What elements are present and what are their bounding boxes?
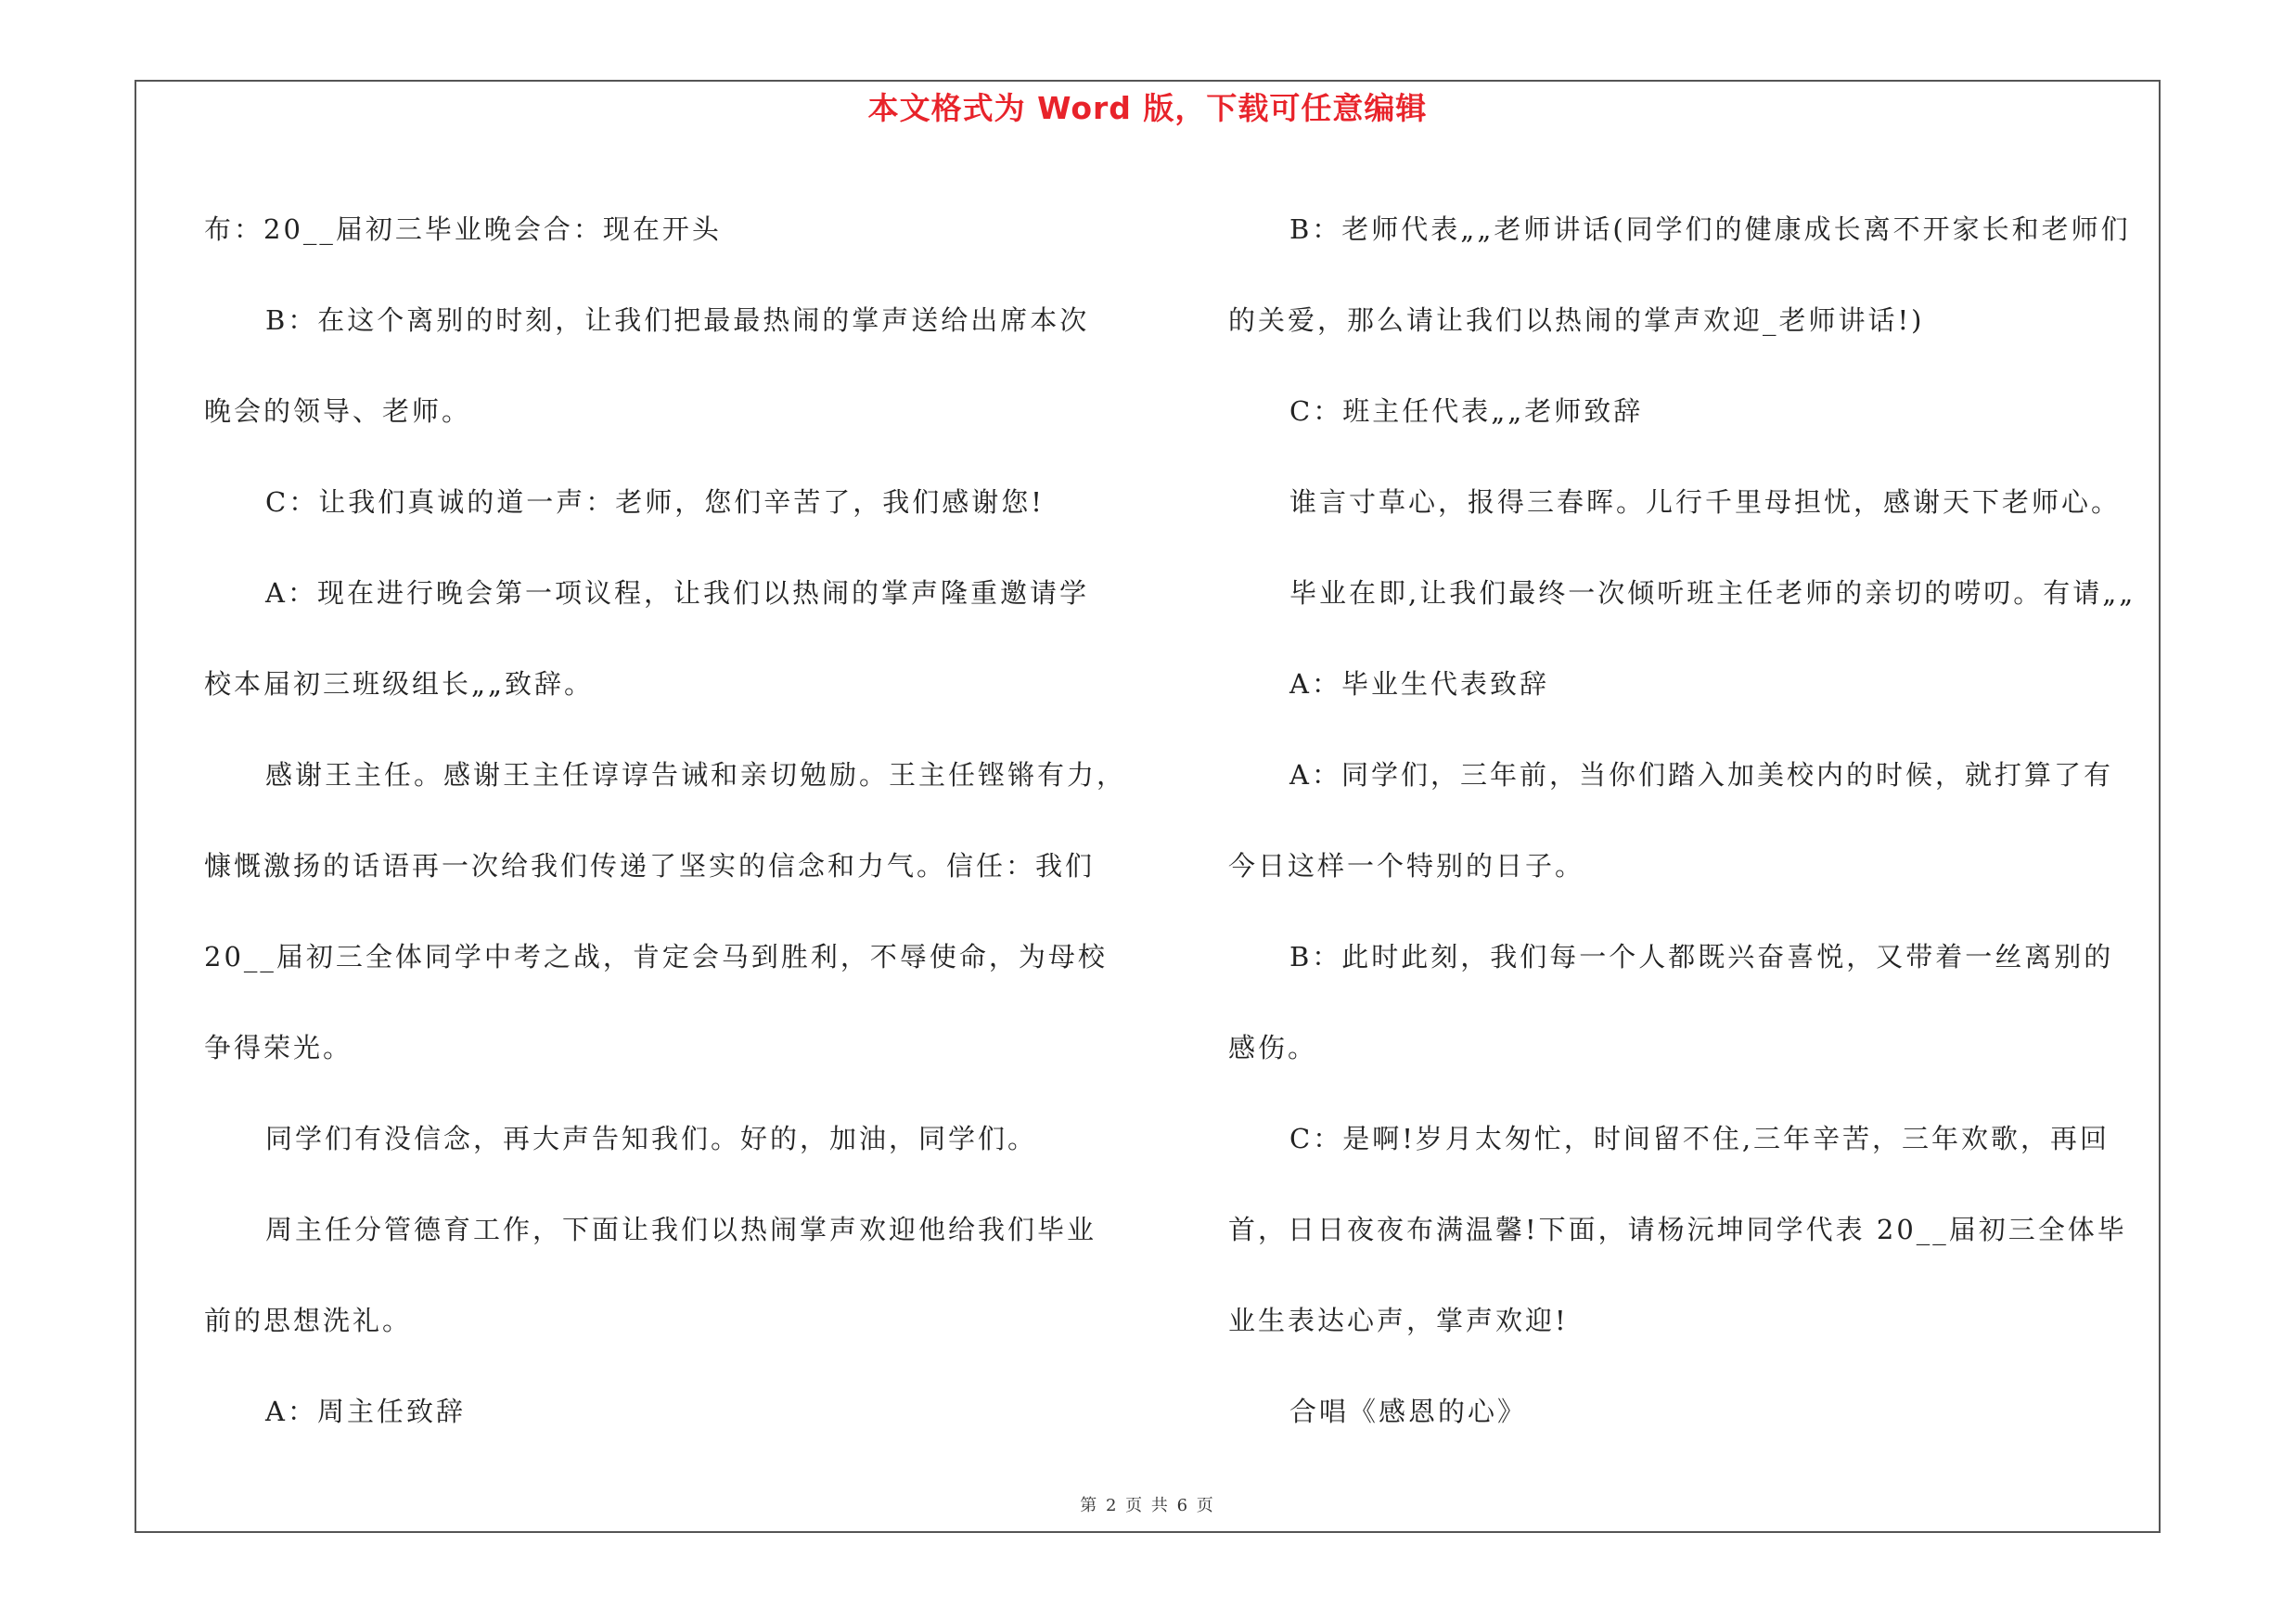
- paragraph-line: A：同学们，三年前，当你们踏入加美校内的时候，就打算了有: [1289, 759, 2113, 791]
- paragraph-line: 毕业在即,让我们最终一次倾听班主任老师的亲切的唠叨。有请„„: [1289, 577, 2136, 609]
- editable-word-banner: 本文格式为 Word 版，下载可任意编辑: [867, 90, 1428, 126]
- paragraph-line: 的关爱，那么请让我们以热闹的掌声欢迎_老师讲话!): [1228, 304, 1925, 336]
- paragraph-line: A：毕业生代表致辞: [1289, 668, 1549, 700]
- page-frame: [135, 80, 2161, 1533]
- paragraph-line: 今日这样一个特别的日子。: [1228, 850, 1585, 882]
- paragraph-line: 晚会的领导、老师。: [204, 395, 472, 427]
- paragraph-line: 同学们有没信念，再大声告知我们。好的，加油，同学们。: [265, 1123, 1038, 1154]
- paragraph-line: 校本届初三班级组长„„致辞。: [204, 668, 595, 700]
- paragraph-line: C：是啊!岁月太匆忙，时间留不住,三年辛苦，三年欢歌，再回: [1289, 1123, 2110, 1154]
- paragraph-line: B：老师代表„„老师讲话(同学们的健康成长离不开家长和老师们: [1289, 213, 2131, 245]
- paragraph-line: 争得荣光。: [204, 1032, 353, 1063]
- paragraph-line: B：在这个离别的时刻，让我们把最最热闹的掌声送给出席本次: [265, 304, 1090, 336]
- page-number-footer: 第 2 页 共 6 页: [1080, 1496, 1215, 1515]
- paragraph-line: 周主任分管德育工作，下面让我们以热闹掌声欢迎他给我们毕业: [265, 1214, 1097, 1245]
- paragraph-line: A：现在进行晚会第一项议程，让我们以热闹的掌声隆重邀请学: [265, 577, 1089, 609]
- paragraph-line: A：周主任致辞: [265, 1396, 466, 1427]
- paragraph-line: 首，日日夜夜布满温馨!下面，请杨沅坤同学代表 20__届初三全体毕: [1228, 1214, 2127, 1245]
- paragraph-line: C：班主任代表„„老师致辞: [1289, 395, 1644, 427]
- paragraph-line: 合唱《感恩的心》: [1289, 1396, 1528, 1427]
- paragraph-line: 感谢王主任。感谢王主任谆谆告诫和亲切勉励。王主任铿锵有力，: [265, 759, 1127, 791]
- left-column: [204, 184, 1132, 1457]
- paragraph-line: 20__届初三全体同学中考之战，肯定会马到胜利，不辱使命，为母校: [204, 941, 1108, 973]
- paragraph-line: 前的思想洗礼。: [204, 1305, 413, 1336]
- paragraph-line: C：让我们真诚的道一声：老师，您们辛苦了，我们感谢您!: [265, 486, 1045, 518]
- paragraph-line: 布：20__届初三毕业晚会合：现在开头: [204, 213, 722, 245]
- right-column: [1228, 184, 2156, 1457]
- paragraph-line: 业生表达心声，掌声欢迎!: [1228, 1305, 1569, 1336]
- paragraph-line: 感伤。: [1228, 1032, 1318, 1063]
- paragraph-line: 谁言寸草心，报得三春晖。儿行千里母担忧，感谢天下老师心。: [1289, 486, 2122, 518]
- paragraph-line: B：此时此刻，我们每一个人都既兴奋喜悦，又带着一丝离别的: [1289, 941, 2114, 973]
- paragraph-line: 慷慨激扬的话语再一次给我们传递了坚实的信念和力气。信任：我们: [204, 850, 1096, 882]
